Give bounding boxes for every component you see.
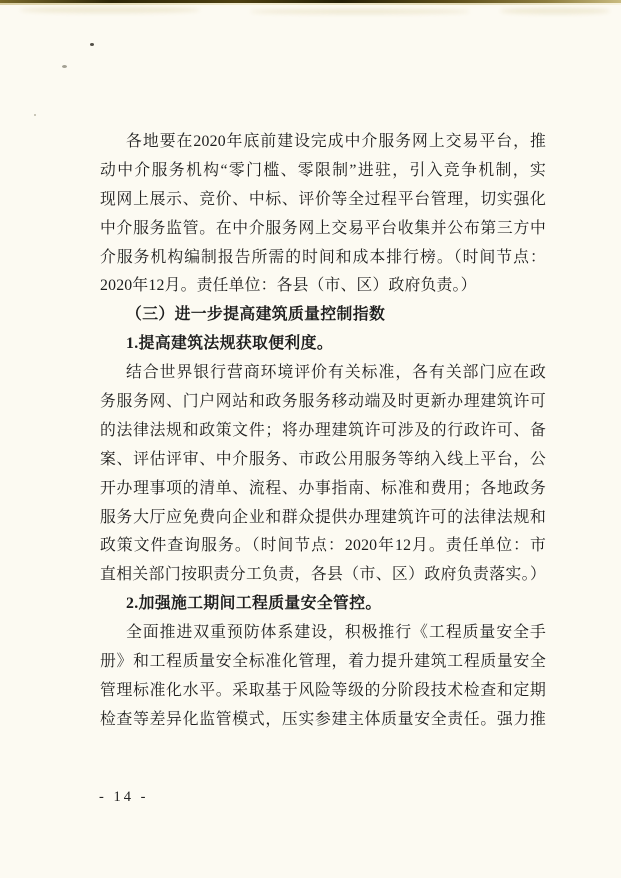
scan-smudge (250, 9, 470, 14)
text-line: 管理标准化水平。采取基于风险等级的分阶段技术检查和定期 (100, 681, 546, 699)
text-line: 开办理事项的清单、流程、办事指南、标准和费用；各地政务 (100, 479, 546, 497)
text-line: 各地要在2020年底前建设完成中介服务网上交易平台，推 (126, 133, 546, 150)
heading-line: 1.提高建筑法规获取便利度。 (126, 335, 334, 353)
text-line: 的法律法规和政策文件；将办理建筑许可涉及的行政许可、备 (100, 421, 546, 439)
document-body (100, 128, 546, 735)
text-line: 介服务机构编制报告所需的时间和成本排行榜。（时间节点： (100, 248, 546, 266)
text-line: 检查等差异化监管模式，压实参建主体质量安全责任。强力推 (100, 710, 546, 728)
text-line: 结合世界银行营商环境评价有关标准，各有关部门应在政 (126, 364, 546, 382)
heading-line: （三）进一步提高建筑质量控制指数 (126, 306, 386, 324)
scan-speck (62, 65, 67, 68)
scan-smudge (500, 8, 610, 14)
text-line: 中介服务监管。在中介服务网上交易平台收集并公布第三方中 (100, 219, 546, 237)
text-line: 动中介服务机构“零门槛、零限制”进驻，引入竞争机制，实 (100, 161, 546, 179)
text-line: 全面推进双重预防体系建设，积极推行《工程质量安全手 (126, 624, 546, 642)
text-line: 册》和工程质量安全标准化管理，着力提升建筑工程质量安全 (100, 653, 546, 671)
scan-artifact-top-line-faint (0, 3, 621, 5)
scan-speck (90, 43, 94, 46)
scan-speck (34, 114, 36, 116)
text-line: 现网上展示、竞价、中标、评价等全过程平台管理，切实强化 (100, 190, 546, 208)
text-line: 案、评估评审、中介服务、市政公用服务等纳入线上平台，公 (100, 450, 546, 468)
page-number: - 14 - (99, 789, 149, 805)
text-line: 2020年12月。责任单位：各县（市、区）政府负责。） (100, 277, 477, 295)
text-line: 政策文件查询服务。（时间节点：2020年12月。责任单位：市 (100, 537, 546, 555)
scan-smudge (20, 7, 200, 13)
text-line: 直相关部门按职责分工负责，各县（市、区）政府负责落实。） (100, 566, 546, 584)
heading-line: 2.加强施工期间工程质量安全管控。 (126, 595, 382, 613)
text-line: 务服务网、门户网站和政务服务移动端及时更新办理建筑许可 (100, 393, 546, 411)
text-line: 服务大厅应免费向企业和群众提供办理建筑许可的法律法规和 (100, 508, 546, 526)
